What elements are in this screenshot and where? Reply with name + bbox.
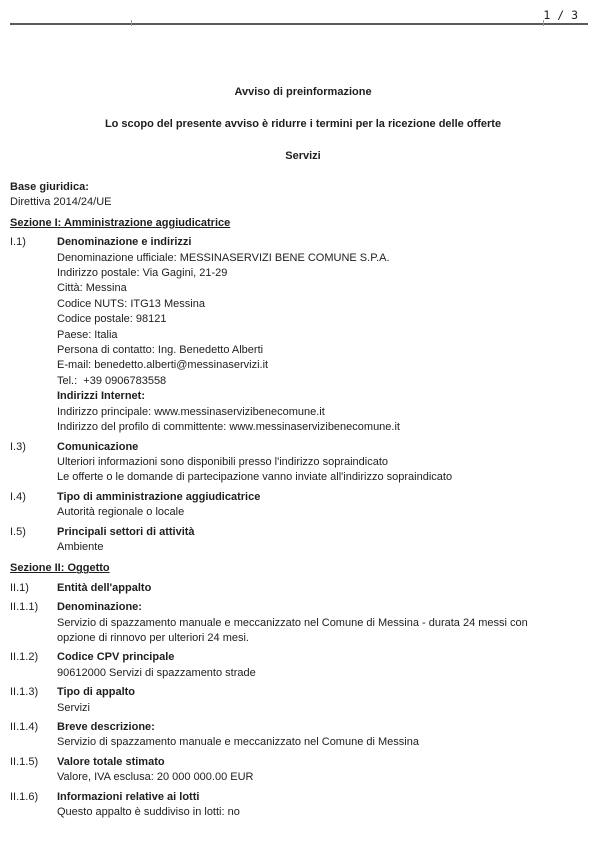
item-ii16 xyxy=(10,790,596,821)
section-2-heading: Sezione II: Oggetto xyxy=(10,562,110,575)
page-number: 1 / 3 xyxy=(543,8,578,22)
item-ii13 xyxy=(10,685,596,716)
postal-code: Codice postale: 98121 xyxy=(57,313,167,326)
legal-basis-label: Base giuridica: xyxy=(10,181,89,193)
item-title: Entità dell'appalto xyxy=(57,581,152,594)
item-ii14 xyxy=(10,720,596,751)
item-number: I.1) xyxy=(10,236,26,249)
main-url: Indirizzo principale: www.messinaservizibenecomune.it xyxy=(57,405,325,418)
item-i1 xyxy=(10,235,596,435)
main-activity: Ambiente xyxy=(57,540,104,553)
item-number: II.1.3) xyxy=(10,686,39,699)
contact-person: Persona di contatto: Ing. Benedetto Alberti xyxy=(57,344,264,357)
item-number: II.1.2) xyxy=(10,651,39,664)
item-title: Valore totale stimato xyxy=(57,755,165,768)
official-name: Denominazione ufficiale: MESSINASERVIZI BENE COMUNE S.P.A. xyxy=(57,251,390,264)
cpv-code: 90612000 Servizi di spazzamento strade xyxy=(57,666,256,679)
item-number: II.1.5) xyxy=(10,755,39,768)
item-number: II.1) xyxy=(10,581,29,594)
item-title: Informazioni relative ai lotti xyxy=(57,790,200,803)
item-i3 xyxy=(10,440,596,486)
item-number: II.1.1) xyxy=(10,601,39,614)
lots-info: Questo appalto è suddiviso in lotti: no xyxy=(57,806,240,819)
short-description: Servizio di spazzamento manuale e meccanizzato nel Comune di Messina xyxy=(57,736,419,749)
estimated-value: Valore, IVA esclusa: 20 000 000.00 EUR xyxy=(57,771,254,784)
offers-submission: Le offerte o le domande di partecipazione vanno inviate all'indirizzo sopraindicato xyxy=(57,471,453,484)
postal-address: Indirizzo postale: Via Gagini, 21-29 xyxy=(57,267,228,280)
item-number: I.4) xyxy=(10,490,26,503)
item-ii11 xyxy=(10,600,596,646)
item-i4 xyxy=(10,490,596,521)
item-number: I.3) xyxy=(10,440,26,453)
doc-title: Avviso di preinformazione xyxy=(234,86,372,98)
buyer-profile-url: Indirizzo del profilo di committente: www.messinaservizibenecomune.it xyxy=(57,421,400,434)
country: Paese: Italia xyxy=(57,328,118,341)
item-number: II.1.4) xyxy=(10,721,39,733)
section-1-heading: Sezione I: Amministrazione aggiudicatrice xyxy=(10,216,231,229)
authority-type: Autorità regionale o locale xyxy=(57,506,185,519)
item-title: Comunicazione xyxy=(57,440,139,453)
internet-addresses-label: Indirizzi Internet: xyxy=(57,390,145,403)
item-title: Tipo di appalto xyxy=(57,686,136,699)
item-title: Codice CPV principale xyxy=(57,651,175,664)
contract-type: Servizi xyxy=(57,701,91,714)
item-number: I.5) xyxy=(10,525,26,538)
contract-type-heading: Servizi xyxy=(285,150,321,162)
item-ii12 xyxy=(10,650,596,681)
email-address: E-mail: benedetto.alberti@messinaservizi.it xyxy=(57,359,269,372)
item-title: Breve descrizione: xyxy=(57,721,155,733)
city: Città: Messina xyxy=(57,282,127,295)
item-number: II.1.6) xyxy=(10,790,39,803)
additional-info: Ulteriori informazioni sono disponibili presso l'indirizzo sopraindicato xyxy=(57,455,389,468)
item-ii15 xyxy=(10,755,596,786)
item-title: Tipo di amministrazione aggiudicatrice xyxy=(57,490,261,503)
item-title: Principali settori di attività xyxy=(57,525,195,538)
contract-name: Servizio di spazzamento manuale e meccanizzato nel Comune di Messina - durata 24 messi con opzione di rinnovo per ulteriori 24 mesi. xyxy=(57,616,531,644)
legal-basis-value: Direttiva 2014/24/UE xyxy=(10,196,112,209)
nuts-code: Codice NUTS: ITG13 Messina xyxy=(57,297,205,310)
item-ii1 xyxy=(10,581,596,596)
item-i5 xyxy=(10,525,596,556)
notice-purpose: Lo scopo del presente avviso è ridurre i termini per la ricezione delle offerte xyxy=(104,118,502,130)
item-title: Denominazione: xyxy=(57,601,142,614)
item-title: Denominazione e indirizzi xyxy=(57,236,192,249)
telephone: Tel.: +39 0906783558 xyxy=(57,374,167,387)
